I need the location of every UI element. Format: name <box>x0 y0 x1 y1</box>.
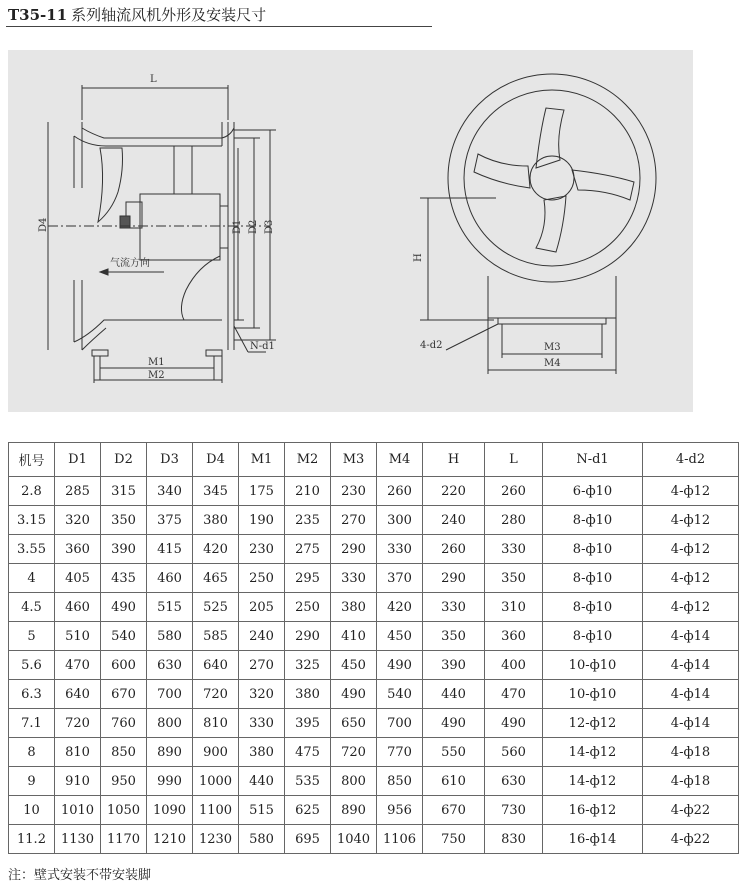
table-cell: 830 <box>485 825 543 854</box>
table-cell: 510 <box>55 622 101 651</box>
table-cell: 290 <box>285 622 331 651</box>
table-cell: 415 <box>147 535 193 564</box>
table-cell: 260 <box>423 535 485 564</box>
table-cell: 410 <box>331 622 377 651</box>
table-cell: 8-ф10 <box>543 564 643 593</box>
fan-drawing-svg <box>8 50 693 412</box>
table-cell: 10 <box>9 796 55 825</box>
table-cell: 1040 <box>331 825 377 854</box>
table-row <box>9 593 739 622</box>
table-cell: 340 <box>147 477 193 506</box>
column-header: M3 <box>331 443 377 477</box>
table-cell: 810 <box>193 709 239 738</box>
table-cell: 580 <box>239 825 285 854</box>
table-cell: 535 <box>285 767 331 796</box>
table-cell: 380 <box>239 738 285 767</box>
table-cell: 8 <box>9 738 55 767</box>
dimension-drawing <box>8 50 693 412</box>
table-cell: 8-ф10 <box>543 535 643 564</box>
table-cell: 285 <box>55 477 101 506</box>
table-body <box>9 477 739 854</box>
table-cell: 450 <box>331 651 377 680</box>
table-cell: 9 <box>9 767 55 796</box>
table-cell: 260 <box>485 477 543 506</box>
table-row <box>9 477 739 506</box>
table-cell: 380 <box>193 506 239 535</box>
table-cell: 350 <box>485 564 543 593</box>
table-cell: 280 <box>485 506 543 535</box>
table-cell: 420 <box>193 535 239 564</box>
table-cell: 390 <box>423 651 485 680</box>
table-cell: 810 <box>55 738 101 767</box>
front-view <box>420 74 656 374</box>
table-cell: 460 <box>147 564 193 593</box>
table-cell: 1130 <box>55 825 101 854</box>
table-row <box>9 535 739 564</box>
table-cell: 240 <box>423 506 485 535</box>
table-cell: 1170 <box>101 825 147 854</box>
table-cell: 350 <box>423 622 485 651</box>
table-cell: 315 <box>101 477 147 506</box>
table-row <box>9 651 739 680</box>
table-cell: 440 <box>423 680 485 709</box>
table-cell: 2.8 <box>9 477 55 506</box>
column-header: H <box>423 443 485 477</box>
table-cell: 670 <box>423 796 485 825</box>
column-header: M1 <box>239 443 285 477</box>
table-cell: 390 <box>101 535 147 564</box>
table-cell: 550 <box>423 738 485 767</box>
table-cell: 330 <box>377 535 423 564</box>
table-cell: 515 <box>147 593 193 622</box>
table-cell: 4-ф22 <box>643 796 739 825</box>
table-cell: 956 <box>377 796 423 825</box>
table-cell: 670 <box>101 680 147 709</box>
table-cell: 345 <box>193 477 239 506</box>
table-cell: 360 <box>55 535 101 564</box>
table-cell: 850 <box>377 767 423 796</box>
table-cell: 525 <box>193 593 239 622</box>
table-cell: 585 <box>193 622 239 651</box>
table-cell: 4-ф12 <box>643 593 739 622</box>
table-cell: 12-ф12 <box>543 709 643 738</box>
table-cell: 465 <box>193 564 239 593</box>
table-cell: 4-ф12 <box>643 564 739 593</box>
title-underline <box>6 26 432 27</box>
table-cell: 420 <box>377 593 423 622</box>
column-header: D3 <box>147 443 193 477</box>
table-cell: 7.1 <box>9 709 55 738</box>
table-cell: 6.3 <box>9 680 55 709</box>
table-cell: 540 <box>377 680 423 709</box>
table-cell: 1050 <box>101 796 147 825</box>
label-Nd1: N-d1 <box>250 341 275 352</box>
table-cell: 4-ф12 <box>643 535 739 564</box>
table-cell: 720 <box>331 738 377 767</box>
table-cell: 5 <box>9 622 55 651</box>
column-header: 机号 <box>9 443 55 477</box>
dimension-table <box>8 442 739 854</box>
table-cell: 330 <box>423 593 485 622</box>
table-cell: 750 <box>423 825 485 854</box>
table-cell: 3.15 <box>9 506 55 535</box>
table-cell: 275 <box>285 535 331 564</box>
table-cell: 380 <box>331 593 377 622</box>
table-cell: 11.2 <box>9 825 55 854</box>
table-cell: 1000 <box>193 767 239 796</box>
table-cell: 1210 <box>147 825 193 854</box>
table-cell: 440 <box>239 767 285 796</box>
table-cell: 1010 <box>55 796 101 825</box>
table-cell: 540 <box>101 622 147 651</box>
table-cell: 8-ф10 <box>543 506 643 535</box>
table-cell: 235 <box>285 506 331 535</box>
table-cell: 330 <box>239 709 285 738</box>
table-cell: 460 <box>55 593 101 622</box>
model-series: T35-11 <box>8 6 68 24</box>
table-cell: 395 <box>285 709 331 738</box>
table-cell: 4-ф12 <box>643 506 739 535</box>
table-cell: 230 <box>331 477 377 506</box>
table-cell: 720 <box>193 680 239 709</box>
table-cell: 4-ф14 <box>643 680 739 709</box>
table-cell: 220 <box>423 477 485 506</box>
label-L: L <box>150 74 157 85</box>
table-cell: 695 <box>285 825 331 854</box>
table-cell: 1106 <box>377 825 423 854</box>
table-cell: 260 <box>377 477 423 506</box>
column-header: M2 <box>285 443 331 477</box>
table-cell: 515 <box>239 796 285 825</box>
table-cell: 210 <box>285 477 331 506</box>
table-cell: 4-ф14 <box>643 709 739 738</box>
label-airflow: 气流方向 <box>110 258 150 269</box>
table-cell: 1090 <box>147 796 193 825</box>
label-M2: M2 <box>148 370 165 381</box>
table-cell: 490 <box>331 680 377 709</box>
label-H: H <box>413 253 424 262</box>
table-cell: 375 <box>147 506 193 535</box>
table-cell: 4-ф22 <box>643 825 739 854</box>
label-M4: M4 <box>544 358 561 369</box>
table-row <box>9 825 739 854</box>
table-cell: 370 <box>377 564 423 593</box>
table-cell: 890 <box>331 796 377 825</box>
table-cell: 4 <box>9 564 55 593</box>
column-header: M4 <box>377 443 423 477</box>
table-cell: 175 <box>239 477 285 506</box>
table-cell: 4-ф18 <box>643 738 739 767</box>
table-cell: 8-ф10 <box>543 622 643 651</box>
table-row <box>9 680 739 709</box>
table-cell: 320 <box>55 506 101 535</box>
table-row <box>9 767 739 796</box>
table-cell: 600 <box>101 651 147 680</box>
table-row <box>9 506 739 535</box>
table-cell: 250 <box>285 593 331 622</box>
table-cell: 205 <box>239 593 285 622</box>
column-header: L <box>485 443 543 477</box>
table-row <box>9 738 739 767</box>
table-cell: 5.6 <box>9 651 55 680</box>
table-cell: 400 <box>485 651 543 680</box>
table-cell: 300 <box>377 506 423 535</box>
label-D4: D4 <box>38 217 49 232</box>
column-header: N-d1 <box>543 443 643 477</box>
table-cell: 230 <box>239 535 285 564</box>
column-header: D4 <box>193 443 239 477</box>
table-cell: 1100 <box>193 796 239 825</box>
table-cell: 625 <box>285 796 331 825</box>
column-header: D1 <box>55 443 101 477</box>
table-cell: 380 <box>285 680 331 709</box>
label-M3: M3 <box>544 342 561 353</box>
table-cell: 270 <box>331 506 377 535</box>
table-cell: 10-ф10 <box>543 680 643 709</box>
table-cell: 10-ф10 <box>543 651 643 680</box>
table-cell: 14-ф12 <box>543 738 643 767</box>
table-cell: 450 <box>377 622 423 651</box>
label-D2: D2 <box>248 219 259 234</box>
label-D1: D1 <box>232 219 243 234</box>
table-cell: 475 <box>285 738 331 767</box>
table-cell: 190 <box>239 506 285 535</box>
table-cell: 325 <box>285 651 331 680</box>
table-cell: 470 <box>485 680 543 709</box>
page-title <box>8 4 266 25</box>
table-cell: 290 <box>331 535 377 564</box>
table-cell: 640 <box>55 680 101 709</box>
table-header-row <box>9 443 739 477</box>
table-cell: 990 <box>147 767 193 796</box>
table-cell: 950 <box>101 767 147 796</box>
table-cell: 490 <box>423 709 485 738</box>
column-header: 4-d2 <box>643 443 739 477</box>
table-cell: 580 <box>147 622 193 651</box>
table-cell: 760 <box>101 709 147 738</box>
table-row <box>9 796 739 825</box>
table-row <box>9 709 739 738</box>
table-cell: 16-ф12 <box>543 796 643 825</box>
table-cell: 640 <box>193 651 239 680</box>
table-cell: 800 <box>331 767 377 796</box>
label-M1: M1 <box>148 357 165 368</box>
table-cell: 310 <box>485 593 543 622</box>
table-cell: 3.55 <box>9 535 55 564</box>
table-cell: 700 <box>377 709 423 738</box>
table-cell: 890 <box>147 738 193 767</box>
table-cell: 270 <box>239 651 285 680</box>
table-cell: 360 <box>485 622 543 651</box>
table-cell: 650 <box>331 709 377 738</box>
table-cell: 850 <box>101 738 147 767</box>
footnote: 注：壁式安装不带安装脚 <box>8 868 152 883</box>
table-cell: 730 <box>485 796 543 825</box>
table-cell: 4.5 <box>9 593 55 622</box>
title-caption: 系列轴流风机外形及安装尺寸 <box>71 6 267 24</box>
table-cell: 900 <box>193 738 239 767</box>
table-cell: 720 <box>55 709 101 738</box>
table-cell: 610 <box>423 767 485 796</box>
table-row <box>9 564 739 593</box>
table-cell: 240 <box>239 622 285 651</box>
table-cell: 350 <box>101 506 147 535</box>
table-cell: 8-ф10 <box>543 593 643 622</box>
table-cell: 330 <box>331 564 377 593</box>
table-cell: 800 <box>147 709 193 738</box>
table-cell: 14-ф12 <box>543 767 643 796</box>
table-cell: 16-ф14 <box>543 825 643 854</box>
table-cell: 320 <box>239 680 285 709</box>
table-cell: 630 <box>147 651 193 680</box>
table-cell: 4-ф12 <box>643 477 739 506</box>
table-cell: 560 <box>485 738 543 767</box>
table-cell: 4-ф14 <box>643 651 739 680</box>
table-cell: 435 <box>101 564 147 593</box>
table-cell: 630 <box>485 767 543 796</box>
table-cell: 6-ф10 <box>543 477 643 506</box>
table-cell: 1230 <box>193 825 239 854</box>
table-cell: 250 <box>239 564 285 593</box>
table-cell: 4-ф18 <box>643 767 739 796</box>
table-cell: 490 <box>377 651 423 680</box>
table-cell: 700 <box>147 680 193 709</box>
table-cell: 470 <box>55 651 101 680</box>
label-4d2: 4-d2 <box>420 340 443 351</box>
table-cell: 490 <box>485 709 543 738</box>
table-cell: 405 <box>55 564 101 593</box>
table-cell: 295 <box>285 564 331 593</box>
table-cell: 4-ф14 <box>643 622 739 651</box>
table-cell: 770 <box>377 738 423 767</box>
table-cell: 910 <box>55 767 101 796</box>
table-cell: 330 <box>485 535 543 564</box>
table-cell: 290 <box>423 564 485 593</box>
label-D3: D3 <box>264 219 275 234</box>
table-row <box>9 622 739 651</box>
table-cell: 490 <box>101 593 147 622</box>
column-header: D2 <box>101 443 147 477</box>
